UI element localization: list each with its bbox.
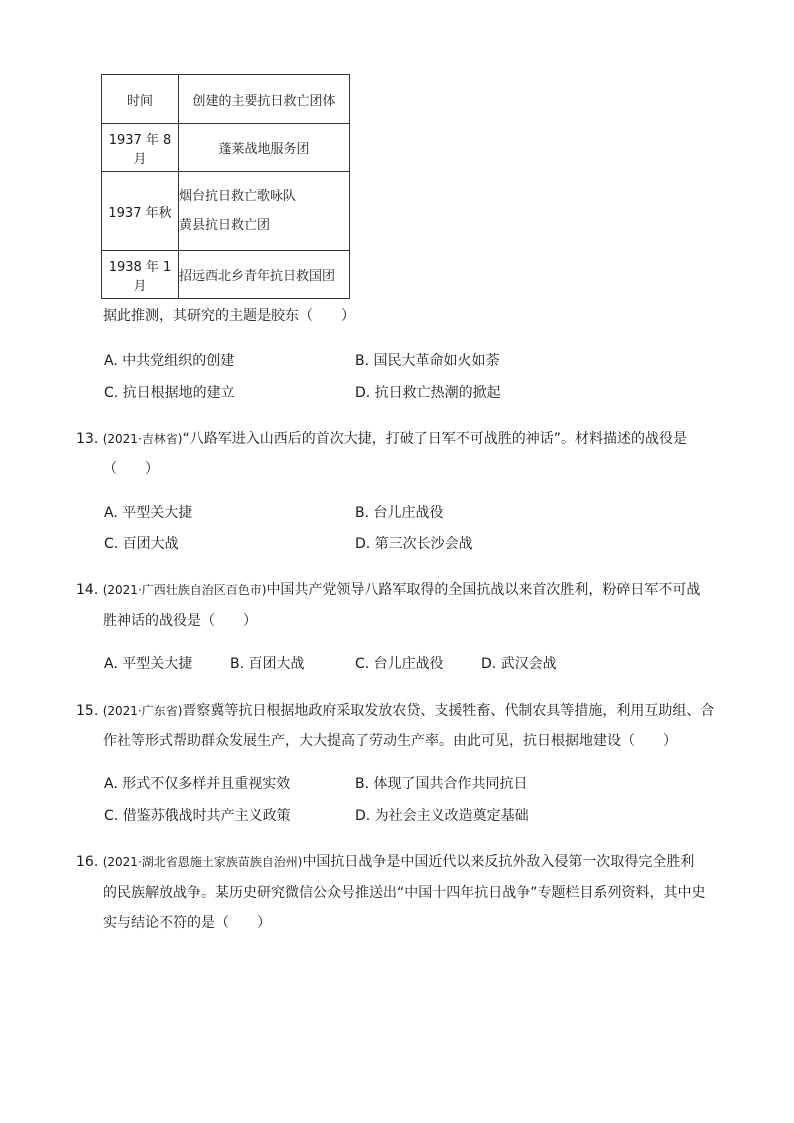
q12-stem-tail: 据此推测，其研究的主题是胶东（ ） <box>103 308 355 324</box>
q13-stem-line2: （ ） <box>103 461 159 477</box>
q14-option-d[interactable]: D. 武汉会战 <box>481 656 557 672</box>
q15-stem <box>76 700 714 720</box>
question-source: (2021·吉林省) <box>102 432 183 446</box>
question-number: 15. <box>76 703 99 719</box>
q13-stem <box>76 428 687 448</box>
group-name: 烟台抗日救亡歌咏队 <box>179 189 297 204</box>
q12-option-d[interactable]: D. 抗日救亡热潮的掀起 <box>355 385 501 401</box>
table-cell-time: 1938 年 1 月 <box>102 251 179 299</box>
q14-option-c[interactable]: C. 台儿庄战役 <box>355 656 444 672</box>
q14-option-b[interactable]: B. 百团大战 <box>230 656 305 672</box>
q14-stem-line2: 胜神话的战役是（ ） <box>103 613 257 629</box>
table-cell-groups <box>179 172 350 251</box>
q16-stem-line3: 实与结论不符的是（ ） <box>103 915 271 931</box>
table-row <box>102 251 350 299</box>
q13-option-c[interactable]: C. 百团大战 <box>104 536 179 552</box>
question-text: 晋察冀等抗日根据地政府采取发放农贷、支援牲畜、代制农具等措施，利用互助组、合 <box>182 703 715 719</box>
table-cell-groups: 招远西北乡青年抗日救国团 <box>179 251 350 299</box>
group-name: 黄县抗日救亡团 <box>179 218 271 233</box>
history-table <box>101 74 350 299</box>
q16-stem <box>76 851 694 871</box>
q12-option-c[interactable]: C. 抗日根据地的建立 <box>104 385 235 401</box>
q13-option-b[interactable]: B. 台儿庄战役 <box>355 505 444 521</box>
q14-stem <box>76 579 700 599</box>
q12-option-a[interactable]: A. 中共党组织的创建 <box>104 353 235 369</box>
table-cell-groups: 蓬莱战地服务团 <box>179 124 350 172</box>
table-row <box>102 172 350 251</box>
table-cell-time: 1937 年 8 月 <box>102 124 179 172</box>
question-number: 14. <box>76 582 99 598</box>
q15-stem-line2: 作社等形式帮助群众发展生产，大大提高了劳动生产率。由此可见，抗日根据地建设（ ） <box>103 733 677 749</box>
q15-option-b[interactable]: B. 体现了国共合作共同抗日 <box>355 776 528 792</box>
question-text: “八路军进入山西后的首次大捷，打破了日军不可战胜的神话”。材料描述的战役是 <box>182 431 687 447</box>
q14-option-a[interactable]: A. 平型关大捷 <box>104 656 193 672</box>
q15-option-a[interactable]: A. 形式不仅多样并且重视实效 <box>104 776 291 792</box>
question-source: (2021·广东省) <box>102 704 183 718</box>
question-source: (2021·广西壮族自治区百色市) <box>102 583 267 597</box>
question-source: (2021·湖北省恩施土家族苗族自治州) <box>102 855 303 869</box>
q13-option-d[interactable]: D. 第三次长沙会战 <box>355 536 473 552</box>
q16-stem-line2: 的民族解放战争。某历史研究微信公众号推送出“中国十四年抗日战争”专题栏目系列资料，其中史 <box>103 885 706 901</box>
table-header-groups: 创建的主要抗日救亡团体 <box>179 75 350 124</box>
q15-option-d[interactable]: D. 为社会主义改造奠定基础 <box>355 808 529 824</box>
table-header-row <box>102 75 350 124</box>
question-text: 中国共产党领导八路军取得的全国抗战以来首次胜利，粉碎日军不可战 <box>266 582 701 598</box>
question-number: 13. <box>76 431 99 447</box>
table-header-time: 时间 <box>102 75 179 124</box>
q13-option-a[interactable]: A. 平型关大捷 <box>104 505 193 521</box>
table-cell-time: 1937 年秋 <box>102 172 179 251</box>
q12-option-b[interactable]: B. 国民大革命如火如荼 <box>355 353 500 369</box>
question-text: 中国抗日战争是中国近代以来反抗外敌入侵第一次取得完全胜利 <box>302 854 695 870</box>
question-number: 16. <box>76 854 99 870</box>
q15-option-c[interactable]: C. 借鉴苏俄战时共产主义政策 <box>104 808 291 824</box>
table-row <box>102 124 350 172</box>
